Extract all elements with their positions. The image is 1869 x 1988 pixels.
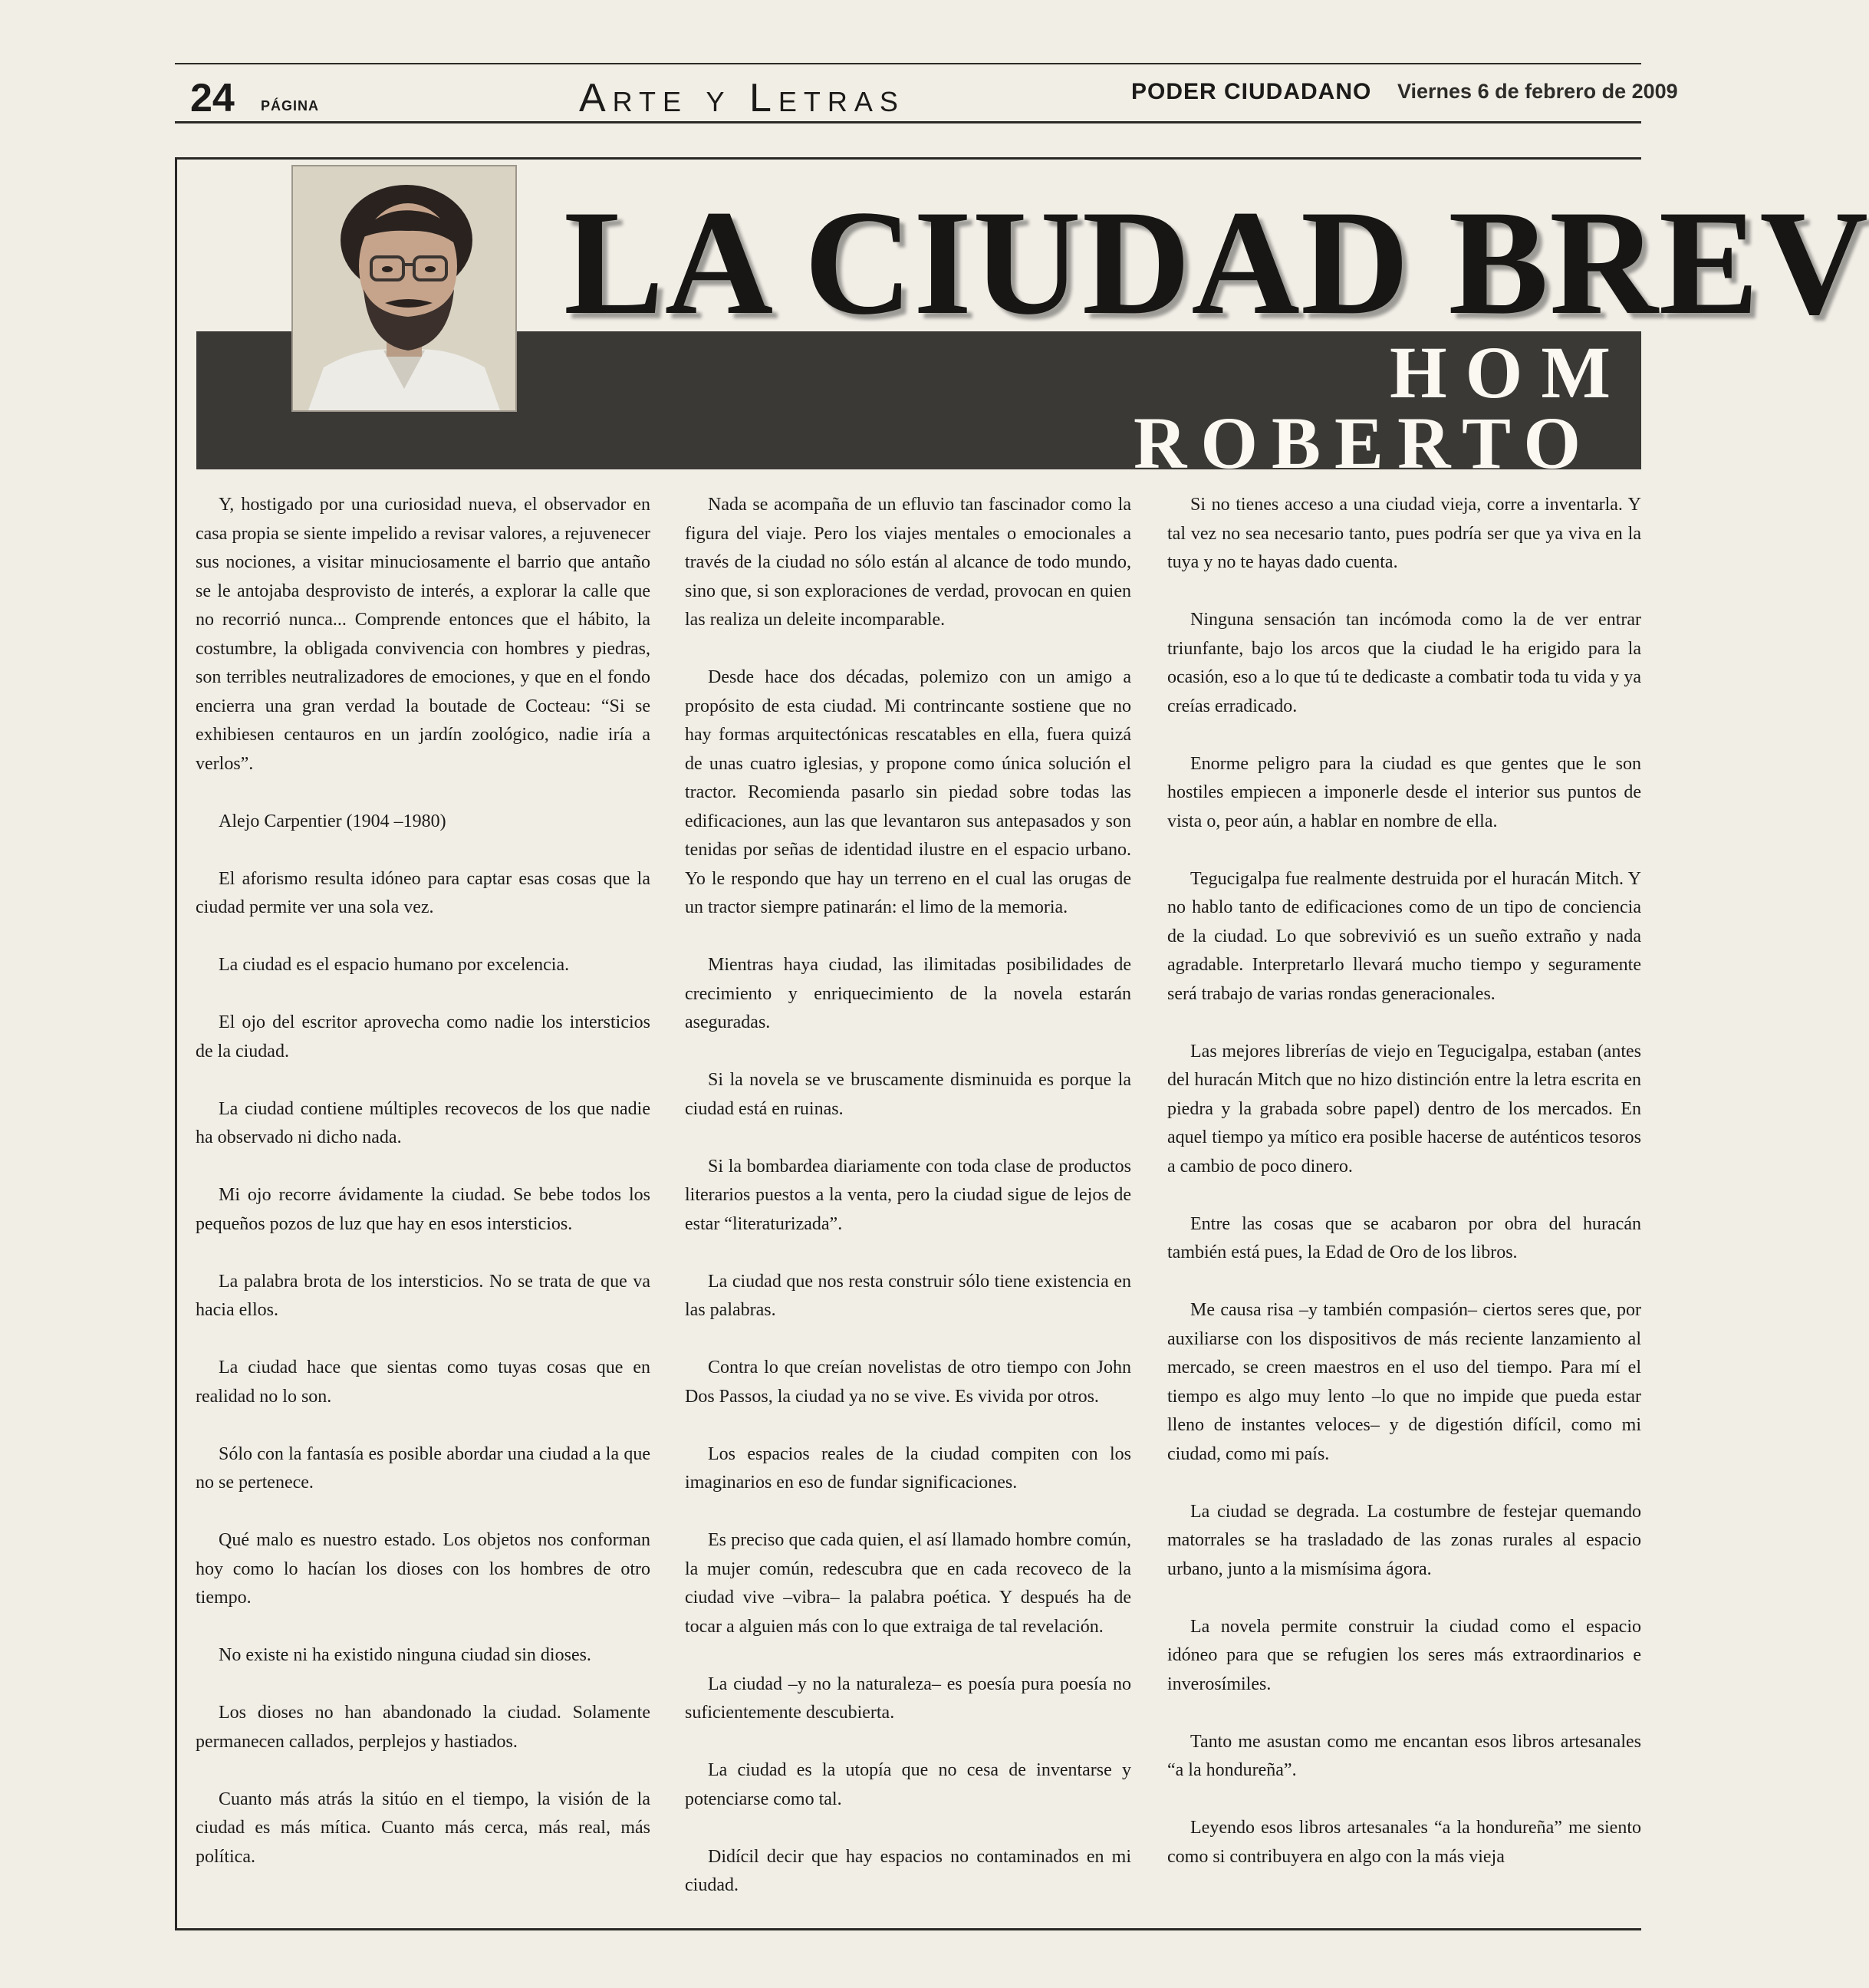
paragraph: La ciudad que nos resta construir sólo tiene existencia en las palabras. — [685, 1271, 1131, 1320]
paragraph: La ciudad –y no la naturaleza– es poesía pura poesía no suficientemente descubierta. — [685, 1674, 1131, 1723]
paragraph: Los dioses no han abandonado la ciudad. Solamente permanecen callados, perplejos y hastiados. — [196, 1703, 650, 1752]
newspaper-name: PODER CIUDADANO — [1131, 79, 1372, 104]
paragraph: La ciudad es la utopía que no cesa de inventarse y potenciarse como tal. — [685, 1760, 1131, 1809]
page-number: 24 — [190, 76, 235, 120]
paragraph: La palabra brota de los intersticios. No se trata de que va hacia ellos. — [196, 1271, 650, 1320]
page-label: PÁGINA — [261, 98, 320, 114]
paragraph: Nada se acompaña de un efluvio tan fascinador como la figura del viaje. Pero los viajes mentales o emocionales a través de la ciudad no sólo están al alcance de todo mundo, sino que, si son exploraciones de verdad, provocan en quien las realiza un deleite incomparable. — [685, 495, 1131, 630]
paragraph: Sólo con la fantasía es posible abordar una ciudad a la que no se pertenece. — [196, 1443, 650, 1493]
article-subtitle-line1: HOM — [1390, 331, 1629, 413]
paragraph: Si la novela se ve bruscamente disminuida es porque la ciudad está en ruinas. — [685, 1070, 1131, 1119]
article-column-2 — [685, 491, 1131, 1929]
paragraph: Si no tienes acceso a una ciudad vieja, corre a inventarla. Y tal vez no sea necesario tanto, pues podría ser que ya viva en la tuya y no te hayas dado cuenta. — [1167, 495, 1641, 572]
paragraph: Tanto me asustan como me encantan esos libros artesanales “a la hondureña”. — [1167, 1731, 1641, 1780]
paragraph: Contra lo que creían novelistas de otro tiempo con John Dos Passos, la ciudad ya no se vive. Es vivida por otros. — [685, 1358, 1131, 1407]
article-column-3 — [1167, 491, 1641, 1901]
paragraph: Entre las cosas que se acabaron por obra del huracán también está pues, la Edad de Oro de los libros. — [1167, 1213, 1641, 1262]
paragraph: Los espacios reales de la ciudad compiten con los imaginarios en eso de fundar significaciones. — [685, 1443, 1131, 1493]
paragraph: Ninguna sensación tan incómoda como la de ver entrar triunfante, bajo los arcos que la ciudad le ha erigido para la ocasión, eso a lo que tú te dedicaste a combatir toda tu vida y ya creías erradicado. — [1167, 610, 1641, 716]
paragraph: La ciudad hace que sientas como tuyas cosas que en realidad no lo son. — [196, 1358, 650, 1407]
paragraph: La ciudad contiene múltiples recovecos de los que nadie ha observado ni dicho nada. — [196, 1098, 650, 1147]
paragraph: Leyendo esos libros artesanales “a la hondureña” me siento como si contribuyera en algo con la más vieja — [1167, 1818, 1641, 1867]
portrait-image — [293, 166, 515, 410]
paragraph: La novela permite construir la ciudad como el espacio idóneo para que se refugien los seres más extraordinarios e inverosímiles. — [1167, 1616, 1641, 1694]
paragraph: Didícil decir que hay espacios no contaminados en mi ciudad. — [685, 1846, 1131, 1895]
paragraph: Desde hace dos décadas, polemizo con un amigo a propósito de esta ciudad. Mi contrincante sostiene que no hay formas arquitectónicas rescatables en ella, fuera quizá de unas cuatro iglesias, y propone como única solución el tractor. Recomienda pasarlo sin piedad sobre todas las edificaciones, aun las que levantaron sus antepasados y son tenidas por señas de identidad ilustre en el espacio urbano. Yo le respondo que hay un terreno en el cual las orugas de un tractor siempre patinarán: el limo de la memoria. — [685, 667, 1131, 917]
issue-date: Viernes 6 de febrero de 2009 — [1397, 80, 1678, 103]
paragraph: Qué malo es nuestro estado. Los objetos nos conforman hoy como lo hacían los dioses con los hombres de otro tiempo. — [196, 1530, 650, 1608]
paragraph: Y, hostigado por una curiosidad nueva, el observador en casa propia se siente impelido a revisar valores, a rejuvenecer sus nociones, a visitar minuciosamente el barrio que antaño se le antojaba desprovisto de interés, a explorar la calle que no recorrió nunca... Comprende entonces que el hábito, la costumbre, la obligada convivencia con hombres y piedras, son terribles neutralizadores de emociones, y que en el fondo encierra una gran verdad la boutade de Cocteau: “Si se exhibiesen centauros en un jardín zoológico, nadie iría a verlos”. — [196, 495, 650, 774]
paragraph: Me causa risa –y también compasión– ciertos seres que, por auxiliarse con los dispositivos de más reciente lanzamiento al mercado, se creen maestros en el uso del tiempo. Para mí el tiempo es algo muy lento –lo que no impide que pueda estar lleno de instantes veloces– y de digestión difícil, como mi ciudad, como mi país. — [1167, 1300, 1641, 1464]
paragraph: Si la bombardea diariamente con toda clase de productos literarios puestos a la venta, pero la ciudad sigue de lejos de estar “literaturizada”. — [685, 1156, 1131, 1234]
paragraph: Cuanto más atrás la sitúo en el tiempo, la visión de la ciudad es más mítica. Cuanto más cerca, más real, más política. — [196, 1789, 650, 1867]
paragraph: Es preciso que cada quien, el así llamado hombre común, la mujer común, redescubra que en cada recoveco de la ciudad vive –vibra– la palabra poética. Y después ha de tocar a alguien más con lo que extraiga de tal revelación. — [685, 1530, 1131, 1637]
author-photo — [291, 165, 517, 412]
paragraph: Las mejores librerías de viejo en Tegucigalpa, estaban (antes del huracán Mitch que no hizo distinción entre la letra escrita en piedra y la grabada sobre papel) dentro de los mercados. En aquel tiempo ya mítico era posible hacerse de auténticos tesoros a cambio de poco dinero. — [1167, 1041, 1641, 1177]
paragraph: El aforismo resulta idóneo para captar esas cosas que la ciudad permite ver una sola vez. — [196, 868, 650, 917]
article-column-1 — [196, 491, 650, 1901]
paragraph: La ciudad se degrada. La costumbre de festejar quemando matorrales se ha trasladado de las zonas rurales al espacio urbano, junto a la mismísima ágora. — [1167, 1501, 1641, 1579]
header-bottom-rule — [175, 121, 1641, 123]
paragraph: La ciudad es el espacio humano por excelencia. — [219, 955, 570, 975]
paragraph: Tegucigalpa fue realmente destruida por el huracán Mitch. Y no hablo tanto de edificaciones como de un tipo de conciencia de la ciudad. Lo que sobrevivió es un sueño extraño y nada agradable. Interpretarlo llevará mucho tiempo y seguramente será trabajo de varias rondas generacionales. — [1167, 868, 1641, 1004]
paragraph: Alejo Carpentier (1904 –1980) — [219, 811, 446, 831]
article-subtitle-line2: ROBERTO — [1134, 402, 1594, 484]
paragraph: El ojo del escritor aprovecha como nadie los intersticios de la ciudad. — [196, 1012, 650, 1061]
paragraph: Mientras haya ciudad, las ilimitadas posibilidades de crecimiento y enriquecimiento de la novela estarán aseguradas. — [685, 955, 1131, 1032]
header-top-rule — [175, 63, 1641, 64]
article-title: LA CIUDAD BREV — [564, 179, 1869, 346]
section-title: Arte y Letras — [579, 76, 905, 120]
paragraph: Enorme peligro para la ciudad es que gentes que le son hostiles empiecen a imponerle desde el interior sus puntos de vista o, peor aún, a hablar en nombre de ella. — [1167, 753, 1641, 831]
paragraph: Mi ojo recorre ávidamente la ciudad. Se bebe todos los pequeños pozos de luz que hay en esos intersticios. — [196, 1185, 650, 1234]
paragraph: No existe ni ha existido ninguna ciudad sin dioses. — [219, 1645, 591, 1665]
